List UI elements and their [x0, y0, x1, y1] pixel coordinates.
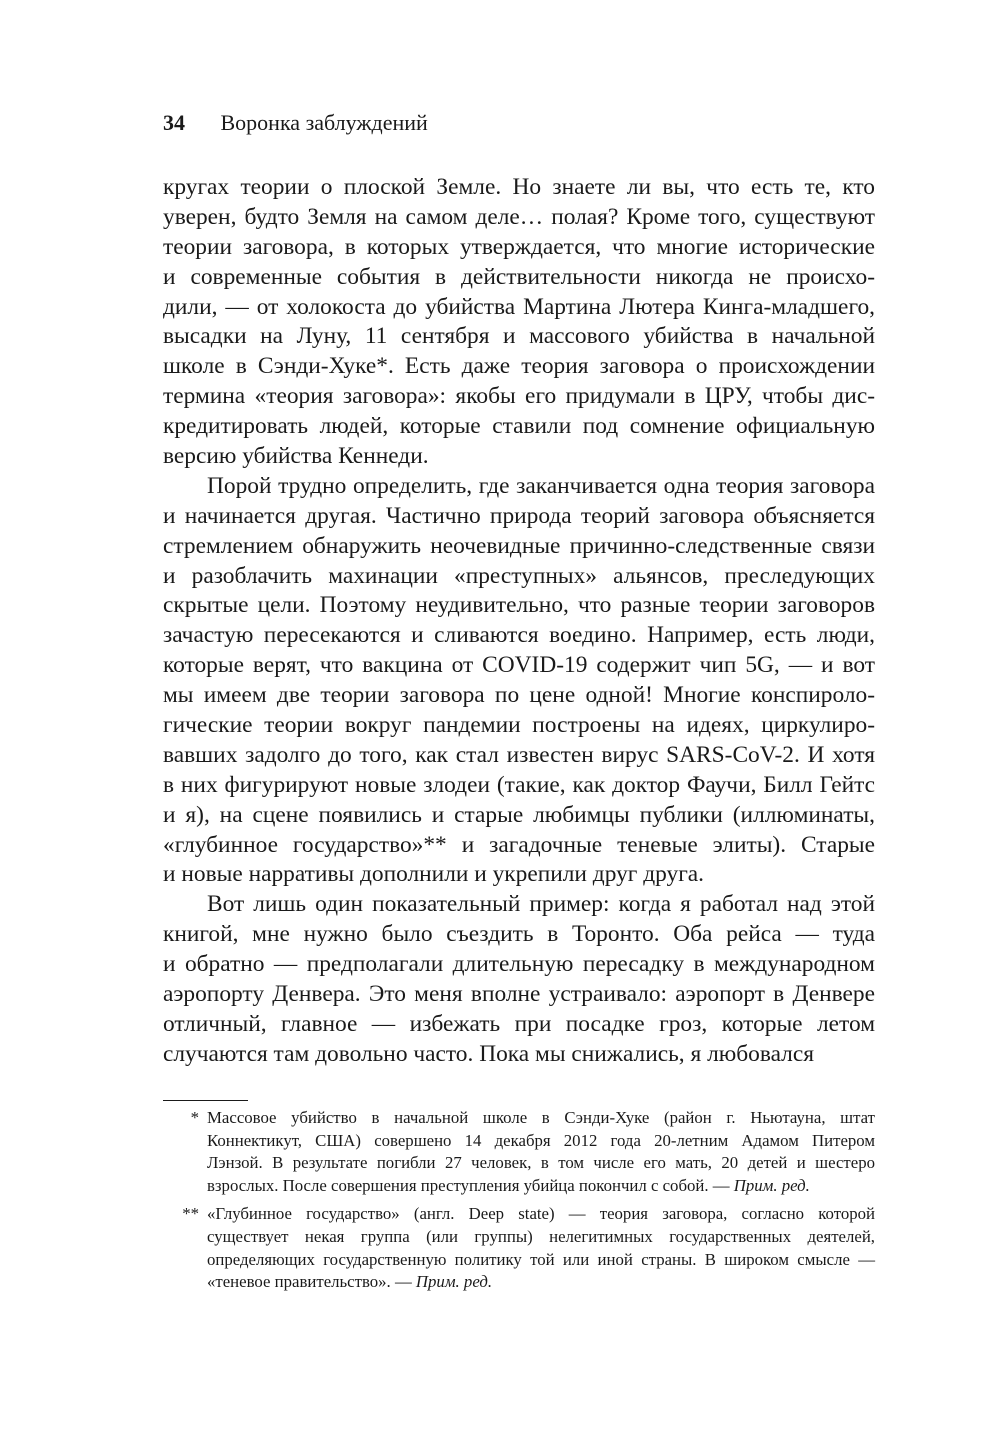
text-line: кредитировать людей, которые ставили под сомнение официальную [163, 413, 875, 440]
text-line: и я), на сцене появились и старые любимцы публики (иллюминаты, [163, 801, 875, 828]
text-line: и обратно — предполагали длительную пересадку в международном [163, 951, 875, 978]
text-line: теории заговора, в которых утверждается, что многие исторические [163, 233, 875, 260]
text-line: в них фигурируют новые злодеи (такие, как доктор Фаучи, Билл Гейтс [163, 771, 875, 798]
footnote-line: Массовое убийство в начальной школе в Сэнди-Хуке (район г. Ньютауна, штат [207, 1108, 875, 1127]
text-line: дили, — от холокоста до убийства Мартина Лютера Кинга-младшего, [163, 293, 875, 320]
footnote-line: определяющих государственную политику той или иной страны. В широком смысле — [207, 1249, 875, 1269]
footnote-line [207, 1271, 875, 1294]
text-line: вавших задолго до того, как стал известен вирус SARS-CoV-2. И хотя [163, 741, 875, 768]
text-line: отличный, главное — избежать при посадке гроз, которые летом [163, 1010, 875, 1037]
footnotes [163, 1107, 875, 1300]
footnote-divider [163, 1100, 248, 1101]
footnote [163, 1203, 875, 1293]
text-line: Вот лишь один показательный пример: когда я работал над этой [207, 891, 875, 918]
footnote-text: взрослых. После совершения преступления убийца покончил с собой. — [207, 1175, 734, 1195]
text-line: скрытые цели. Поэтому неудивительно, что разные теории заговоров [163, 592, 875, 619]
footnote-text: «теневое правительство». — [207, 1272, 416, 1292]
footnote-line: «Глубинное государство» (англ. Deep state) — теория заговора, согласно которой [207, 1204, 875, 1224]
text-line: мы имеем две теории заговора по цене одной! Многие конспироло- [163, 682, 875, 709]
text-line: кругах теории о плоской Земле. Но знаете ли вы, что есть те, кто [163, 174, 875, 200]
page-number: 34 [163, 110, 185, 135]
paragraph [163, 890, 875, 1069]
text-line: высадки на Луну, 11 сентября и массового убийства в начальной [163, 323, 875, 350]
text-line: «глубинное государство»** и загадочные теневые элиты). Старые [163, 831, 875, 858]
editor-note: Прим. ред. [415, 1272, 493, 1292]
text-line: уверен, будто Земля на самом деле… полая? Кроме того, существуют [163, 203, 875, 230]
running-header [163, 108, 428, 138]
body-text [163, 173, 875, 1070]
text-line: и разоблачить махинации «преступных» альянсов, преследующих [163, 562, 875, 589]
text-line: термина «теория заговора»: якобы его придумали в ЦРУ, чтобы дис- [163, 383, 875, 410]
running-title: Воронка заблуждений [220, 110, 428, 135]
footnote-line: Лэнзой. В результате погибли 27 человек, в том числе его мать, 20 детей и шестеро [207, 1153, 875, 1173]
text-line: случаются там довольно часто. Пока мы снижались, я любовался [163, 1040, 814, 1067]
text-line: книгой, мне нужно было съездить в Торонто. Оба рейса — туда [163, 921, 875, 948]
paragraph [163, 472, 875, 890]
footnote-line: существует некая группа (или группы) нелегитимных государственных деятелей, [207, 1226, 875, 1246]
footnote-mark: * [190, 1108, 199, 1127]
footnote-line [207, 1175, 875, 1198]
footnote [163, 1107, 875, 1197]
editor-note: Прим. ред. [733, 1175, 810, 1195]
text-line: и современные события в действительности никогда не происхо- [163, 263, 875, 290]
paragraph [163, 173, 875, 472]
text-line: которые верят, что вакцина от COVID-19 содержит чип 5G, — и вот [163, 652, 875, 679]
footnote-mark: ** [182, 1204, 199, 1224]
text-line: аэропорту Денвера. Это меня вполне устраивало: аэропорт в Денвере [163, 981, 875, 1008]
text-line: зачастую пересекаются и сливаются воедино. Например, есть люди, [163, 622, 875, 649]
text-line: и начинается другая. Частично природа теорий заговора объясняется [163, 502, 875, 529]
text-line: и новые нарративы дополнили и укрепили друг друга. [163, 861, 705, 888]
text-line: версию убийства Кеннеди. [163, 443, 429, 470]
text-line: гические теории вокруг пандемии построены на идеях, циркулиро- [163, 712, 875, 739]
text-line: Порой трудно определить, где заканчивается одна теория заговора [207, 472, 875, 499]
footnote-line: Коннектикут, США) совершено 14 декабря 2012 года 20-летним Адамом Питером [207, 1130, 875, 1150]
text-line: школе в Сэнди-Хуке*. Есть даже теория заговора о происхождении [163, 353, 875, 380]
text-line: стремлением обнаружить неочевидные причинно-следственные связи [163, 532, 875, 559]
